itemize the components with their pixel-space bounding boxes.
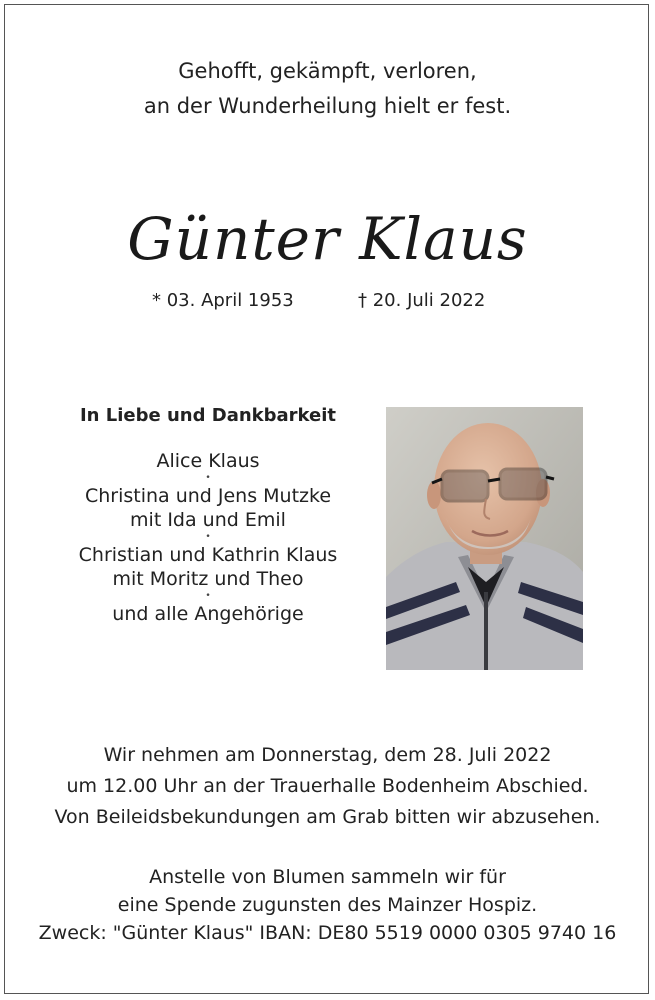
mourner-line: Christian und Kathrin Klaus — [78, 544, 338, 566]
birth-date: * 03. April 1953 — [152, 290, 294, 311]
deceased-name: Günter Klaus — [127, 205, 528, 273]
mourners-block — [48, 402, 368, 626]
portrait-photo — [386, 407, 583, 670]
donation-notice — [0, 863, 655, 947]
funeral-line-1: Wir nehmen am Donnerstag, dem 28. Juli 2022 — [103, 744, 552, 766]
mourner-line: und alle Angehörige — [112, 603, 304, 625]
donation-line-2: eine Spende zugunsten des Mainzer Hospiz. — [117, 894, 538, 916]
portrait-illustration — [386, 407, 583, 670]
death-date: † 20. Juli 2022 — [358, 290, 486, 311]
funeral-line-2: um 12.00 Uhr an der Trauerhalle Bodenheim Abschied. — [66, 775, 589, 797]
donation-line-3: Zweck: "Günter Klaus" IBAN: DE80 5519 0000 0305 9740 16 — [38, 922, 617, 944]
funeral-line-3: Von Beileidsbekundungen am Grab bitten wir abzusehen. — [54, 806, 601, 828]
quote-line-1: Gehofft, gekämpft, verloren, — [178, 59, 477, 83]
separator-dot: • — [205, 591, 211, 601]
separator-dot: • — [205, 473, 211, 483]
mourners-list — [48, 449, 368, 626]
quote-line-2: an der Wunderheilung hielt er fest. — [143, 94, 512, 118]
opening-quote — [0, 54, 655, 124]
mourners-heading: In Liebe und Dankbarkeit — [79, 405, 337, 426]
mourner-line: Alice Klaus — [156, 450, 260, 472]
funeral-notice — [0, 740, 655, 833]
mourner-line: mit Ida und Emil — [130, 509, 286, 531]
mourner-line: Christina und Jens Mutzke — [84, 485, 332, 507]
donation-line-1: Anstelle von Blumen sammeln wir für — [149, 866, 506, 888]
mourner-line: mit Moritz und Theo — [112, 568, 304, 590]
separator-dot: • — [205, 532, 211, 542]
